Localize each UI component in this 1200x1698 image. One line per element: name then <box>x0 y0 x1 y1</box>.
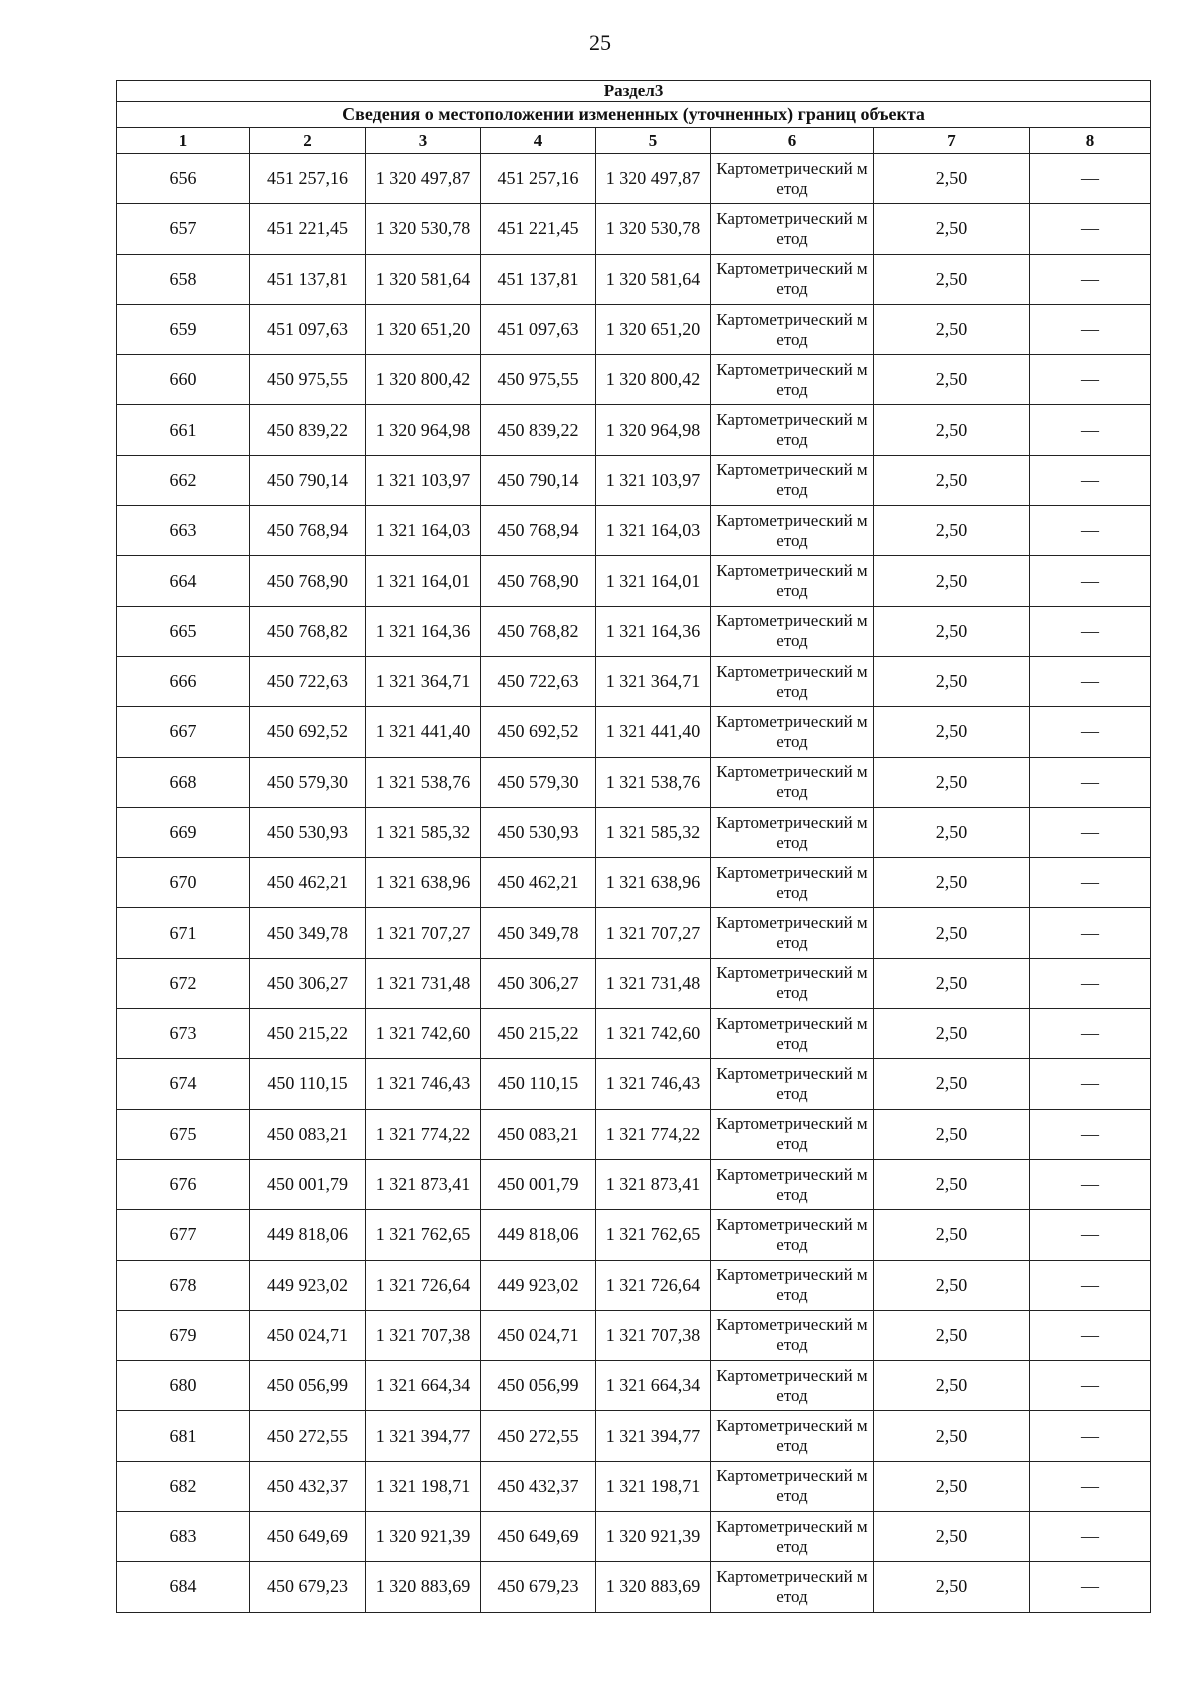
point-number-cell: 678 <box>117 1260 250 1310</box>
note-cell: — <box>1030 405 1151 455</box>
y-refined-cell: 1 320 581,64 <box>596 254 711 304</box>
y-existing-cell: 1 321 103,97 <box>366 455 481 505</box>
method-cell: Картометрический метод <box>711 304 874 354</box>
accuracy-cell: 2,50 <box>874 304 1030 354</box>
x-existing-cell: 450 790,14 <box>250 455 366 505</box>
method-cell: Картометрический метод <box>711 1512 874 1562</box>
x-refined-cell: 450 462,21 <box>481 858 596 908</box>
table-row <box>117 1361 1151 1411</box>
note-cell: — <box>1030 1109 1151 1159</box>
table-row <box>117 858 1151 908</box>
y-refined-cell: 1 321 103,97 <box>596 455 711 505</box>
method-cell: Картометрический метод <box>711 1109 874 1159</box>
y-refined-cell: 1 321 707,27 <box>596 908 711 958</box>
accuracy-cell: 2,50 <box>874 204 1030 254</box>
y-refined-cell: 1 321 731,48 <box>596 958 711 1008</box>
method-cell: Картометрический метод <box>711 1411 874 1461</box>
point-number-cell: 662 <box>117 455 250 505</box>
y-existing-cell: 1 321 164,36 <box>366 606 481 656</box>
accuracy-cell: 2,50 <box>874 1411 1030 1461</box>
y-existing-cell: 1 321 762,65 <box>366 1210 481 1260</box>
column-header: 5 <box>596 128 711 154</box>
x-existing-cell: 450 768,94 <box>250 506 366 556</box>
y-existing-cell: 1 321 638,96 <box>366 858 481 908</box>
accuracy-cell: 2,50 <box>874 405 1030 455</box>
x-existing-cell: 450 679,23 <box>250 1562 366 1612</box>
y-refined-cell: 1 321 538,76 <box>596 757 711 807</box>
note-cell: — <box>1030 1411 1151 1461</box>
y-refined-cell: 1 321 441,40 <box>596 707 711 757</box>
table-row <box>117 1461 1151 1511</box>
coordinates-table <box>116 80 1151 1613</box>
y-refined-cell: 1 320 651,20 <box>596 304 711 354</box>
x-existing-cell: 450 579,30 <box>250 757 366 807</box>
x-existing-cell: 450 083,21 <box>250 1109 366 1159</box>
column-header: 6 <box>711 128 874 154</box>
y-existing-cell: 1 320 883,69 <box>366 1562 481 1612</box>
y-refined-cell: 1 320 883,69 <box>596 1562 711 1612</box>
x-refined-cell: 450 649,69 <box>481 1512 596 1562</box>
point-number-cell: 660 <box>117 355 250 405</box>
x-refined-cell: 450 692,52 <box>481 707 596 757</box>
point-number-cell: 671 <box>117 908 250 958</box>
x-existing-cell: 450 432,37 <box>250 1461 366 1511</box>
x-existing-cell: 450 024,71 <box>250 1310 366 1360</box>
point-number-cell: 667 <box>117 707 250 757</box>
method-cell: Картометрический метод <box>711 1210 874 1260</box>
x-refined-cell: 450 839,22 <box>481 405 596 455</box>
y-refined-cell: 1 321 585,32 <box>596 807 711 857</box>
accuracy-cell: 2,50 <box>874 1260 1030 1310</box>
method-cell: Картометрический метод <box>711 807 874 857</box>
x-existing-cell: 450 768,90 <box>250 556 366 606</box>
column-header: 8 <box>1030 128 1151 154</box>
x-refined-cell: 450 768,94 <box>481 506 596 556</box>
note-cell: — <box>1030 807 1151 857</box>
x-existing-cell: 450 839,22 <box>250 405 366 455</box>
y-existing-cell: 1 320 497,87 <box>366 154 481 204</box>
x-existing-cell: 450 530,93 <box>250 807 366 857</box>
note-cell: — <box>1030 556 1151 606</box>
accuracy-cell: 2,50 <box>874 1210 1030 1260</box>
accuracy-cell: 2,50 <box>874 556 1030 606</box>
y-existing-cell: 1 321 164,03 <box>366 506 481 556</box>
x-refined-cell: 450 056,99 <box>481 1361 596 1411</box>
point-number-cell: 657 <box>117 204 250 254</box>
y-refined-cell: 1 321 742,60 <box>596 1009 711 1059</box>
table-row <box>117 1310 1151 1360</box>
x-refined-cell: 450 110,15 <box>481 1059 596 1109</box>
table-row <box>117 1059 1151 1109</box>
method-cell: Картометрический метод <box>711 1461 874 1511</box>
table-row <box>117 254 1151 304</box>
point-number-cell: 684 <box>117 1562 250 1612</box>
y-existing-cell: 1 321 394,77 <box>366 1411 481 1461</box>
note-cell: — <box>1030 908 1151 958</box>
method-cell: Картометрический метод <box>711 908 874 958</box>
x-refined-cell: 450 768,82 <box>481 606 596 656</box>
x-existing-cell: 451 097,63 <box>250 304 366 354</box>
x-existing-cell: 451 221,45 <box>250 204 366 254</box>
x-refined-cell: 450 001,79 <box>481 1159 596 1209</box>
point-number-cell: 661 <box>117 405 250 455</box>
method-cell: Картометрический метод <box>711 355 874 405</box>
method-cell: Картометрический метод <box>711 1361 874 1411</box>
note-cell: — <box>1030 304 1151 354</box>
method-cell: Картометрический метод <box>711 958 874 1008</box>
note-cell: — <box>1030 1461 1151 1511</box>
y-refined-cell: 1 321 707,38 <box>596 1310 711 1360</box>
x-existing-cell: 450 056,99 <box>250 1361 366 1411</box>
point-number-cell: 682 <box>117 1461 250 1511</box>
x-refined-cell: 451 097,63 <box>481 304 596 354</box>
point-number-cell: 681 <box>117 1411 250 1461</box>
column-number-row <box>117 128 1151 154</box>
section-label: Раздел3 <box>117 81 1151 102</box>
table-row <box>117 1109 1151 1159</box>
accuracy-cell: 2,50 <box>874 154 1030 204</box>
note-cell: — <box>1030 1210 1151 1260</box>
accuracy-cell: 2,50 <box>874 1562 1030 1612</box>
note-cell: — <box>1030 958 1151 1008</box>
table-row <box>117 757 1151 807</box>
x-existing-cell: 451 257,16 <box>250 154 366 204</box>
point-number-cell: 670 <box>117 858 250 908</box>
y-refined-cell: 1 321 746,43 <box>596 1059 711 1109</box>
x-refined-cell: 450 722,63 <box>481 656 596 706</box>
point-number-cell: 674 <box>117 1059 250 1109</box>
point-number-cell: 675 <box>117 1109 250 1159</box>
y-existing-cell: 1 321 873,41 <box>366 1159 481 1209</box>
y-refined-cell: 1 321 164,03 <box>596 506 711 556</box>
note-cell: — <box>1030 254 1151 304</box>
method-cell: Картометрический метод <box>711 1059 874 1109</box>
column-header: 4 <box>481 128 596 154</box>
note-cell: — <box>1030 1159 1151 1209</box>
y-refined-cell: 1 321 638,96 <box>596 858 711 908</box>
x-existing-cell: 450 110,15 <box>250 1059 366 1109</box>
point-number-cell: 669 <box>117 807 250 857</box>
x-refined-cell: 451 257,16 <box>481 154 596 204</box>
accuracy-cell: 2,50 <box>874 254 1030 304</box>
note-cell: — <box>1030 1512 1151 1562</box>
point-number-cell: 658 <box>117 254 250 304</box>
point-number-cell: 664 <box>117 556 250 606</box>
table-row <box>117 304 1151 354</box>
x-existing-cell: 451 137,81 <box>250 254 366 304</box>
method-cell: Картометрический метод <box>711 1159 874 1209</box>
note-cell: — <box>1030 204 1151 254</box>
accuracy-cell: 2,50 <box>874 606 1030 656</box>
accuracy-cell: 2,50 <box>874 1059 1030 1109</box>
method-cell: Картометрический метод <box>711 1562 874 1612</box>
x-refined-cell: 451 221,45 <box>481 204 596 254</box>
table-row <box>117 1512 1151 1562</box>
point-number-cell: 665 <box>117 606 250 656</box>
accuracy-cell: 2,50 <box>874 757 1030 807</box>
accuracy-cell: 2,50 <box>874 1009 1030 1059</box>
table-row <box>117 154 1151 204</box>
column-header: 7 <box>874 128 1030 154</box>
method-cell: Картометрический метод <box>711 455 874 505</box>
method-cell: Картометрический метод <box>711 1310 874 1360</box>
method-cell: Картометрический метод <box>711 254 874 304</box>
note-cell: — <box>1030 656 1151 706</box>
method-cell: Картометрический метод <box>711 1009 874 1059</box>
y-refined-cell: 1 321 762,65 <box>596 1210 711 1260</box>
x-refined-cell: 449 818,06 <box>481 1210 596 1260</box>
y-existing-cell: 1 321 774,22 <box>366 1109 481 1159</box>
x-refined-cell: 450 679,23 <box>481 1562 596 1612</box>
y-existing-cell: 1 321 441,40 <box>366 707 481 757</box>
x-refined-cell: 450 579,30 <box>481 757 596 807</box>
note-cell: — <box>1030 1310 1151 1360</box>
table-row <box>117 707 1151 757</box>
x-existing-cell: 450 649,69 <box>250 1512 366 1562</box>
y-existing-cell: 1 320 964,98 <box>366 405 481 455</box>
accuracy-cell: 2,50 <box>874 1310 1030 1360</box>
note-cell: — <box>1030 506 1151 556</box>
x-existing-cell: 450 692,52 <box>250 707 366 757</box>
y-existing-cell: 1 321 538,76 <box>366 757 481 807</box>
table-row <box>117 1260 1151 1310</box>
point-number-cell: 677 <box>117 1210 250 1260</box>
y-existing-cell: 1 321 664,34 <box>366 1361 481 1411</box>
note-cell: — <box>1030 1361 1151 1411</box>
y-refined-cell: 1 321 198,71 <box>596 1461 711 1511</box>
method-cell: Картометрический метод <box>711 656 874 706</box>
table-row <box>117 807 1151 857</box>
point-number-cell: 680 <box>117 1361 250 1411</box>
x-existing-cell: 449 923,02 <box>250 1260 366 1310</box>
x-existing-cell: 450 001,79 <box>250 1159 366 1209</box>
y-refined-cell: 1 321 873,41 <box>596 1159 711 1209</box>
table-row <box>117 506 1151 556</box>
x-refined-cell: 450 349,78 <box>481 908 596 958</box>
method-cell: Картометрический метод <box>711 606 874 656</box>
accuracy-cell: 2,50 <box>874 1512 1030 1562</box>
method-cell: Картометрический метод <box>711 154 874 204</box>
table-row <box>117 405 1151 455</box>
x-refined-cell: 450 790,14 <box>481 455 596 505</box>
x-refined-cell: 449 923,02 <box>481 1260 596 1310</box>
x-refined-cell: 450 083,21 <box>481 1109 596 1159</box>
method-cell: Картометрический метод <box>711 1260 874 1310</box>
note-cell: — <box>1030 455 1151 505</box>
method-cell: Картометрический метод <box>711 707 874 757</box>
accuracy-cell: 2,50 <box>874 707 1030 757</box>
point-number-cell: 672 <box>117 958 250 1008</box>
y-existing-cell: 1 321 707,38 <box>366 1310 481 1360</box>
x-existing-cell: 450 306,27 <box>250 958 366 1008</box>
accuracy-cell: 2,50 <box>874 656 1030 706</box>
note-cell: — <box>1030 1260 1151 1310</box>
accuracy-cell: 2,50 <box>874 807 1030 857</box>
y-refined-cell: 1 320 921,39 <box>596 1512 711 1562</box>
table-row <box>117 1210 1151 1260</box>
x-refined-cell: 450 215,22 <box>481 1009 596 1059</box>
y-existing-cell: 1 321 726,64 <box>366 1260 481 1310</box>
y-refined-cell: 1 321 726,64 <box>596 1260 711 1310</box>
x-existing-cell: 450 975,55 <box>250 355 366 405</box>
accuracy-cell: 2,50 <box>874 958 1030 1008</box>
accuracy-cell: 2,50 <box>874 1159 1030 1209</box>
table-row <box>117 1159 1151 1209</box>
accuracy-cell: 2,50 <box>874 1109 1030 1159</box>
y-existing-cell: 1 321 707,27 <box>366 908 481 958</box>
table-title: Сведения о местоположении измененных (уточненных) границ объекта <box>117 102 1151 128</box>
point-number-cell: 659 <box>117 304 250 354</box>
y-refined-cell: 1 320 964,98 <box>596 405 711 455</box>
table-row <box>117 455 1151 505</box>
method-cell: Картометрический метод <box>711 405 874 455</box>
method-cell: Картометрический метод <box>711 204 874 254</box>
x-refined-cell: 450 768,90 <box>481 556 596 606</box>
accuracy-cell: 2,50 <box>874 1361 1030 1411</box>
table-row <box>117 908 1151 958</box>
note-cell: — <box>1030 606 1151 656</box>
note-cell: — <box>1030 1059 1151 1109</box>
method-cell: Картометрический метод <box>711 556 874 606</box>
accuracy-cell: 2,50 <box>874 908 1030 958</box>
point-number-cell: 656 <box>117 154 250 204</box>
x-refined-cell: 450 530,93 <box>481 807 596 857</box>
column-header: 1 <box>117 128 250 154</box>
table-row <box>117 958 1151 1008</box>
note-cell: — <box>1030 707 1151 757</box>
table-row <box>117 1009 1151 1059</box>
y-existing-cell: 1 321 364,71 <box>366 656 481 706</box>
point-number-cell: 683 <box>117 1512 250 1562</box>
table-row <box>117 355 1151 405</box>
y-existing-cell: 1 320 800,42 <box>366 355 481 405</box>
y-existing-cell: 1 321 198,71 <box>366 1461 481 1511</box>
note-cell: — <box>1030 355 1151 405</box>
y-refined-cell: 1 320 497,87 <box>596 154 711 204</box>
point-number-cell: 673 <box>117 1009 250 1059</box>
y-refined-cell: 1 321 164,01 <box>596 556 711 606</box>
y-existing-cell: 1 320 581,64 <box>366 254 481 304</box>
method-cell: Картометрический метод <box>711 858 874 908</box>
x-refined-cell: 450 272,55 <box>481 1411 596 1461</box>
note-cell: — <box>1030 154 1151 204</box>
y-existing-cell: 1 320 921,39 <box>366 1512 481 1562</box>
accuracy-cell: 2,50 <box>874 858 1030 908</box>
accuracy-cell: 2,50 <box>874 355 1030 405</box>
y-existing-cell: 1 321 746,43 <box>366 1059 481 1109</box>
y-existing-cell: 1 320 651,20 <box>366 304 481 354</box>
column-header: 3 <box>366 128 481 154</box>
point-number-cell: 668 <box>117 757 250 807</box>
x-existing-cell: 450 768,82 <box>250 606 366 656</box>
table-row <box>117 1411 1151 1461</box>
x-refined-cell: 450 975,55 <box>481 355 596 405</box>
y-existing-cell: 1 321 742,60 <box>366 1009 481 1059</box>
x-refined-cell: 450 306,27 <box>481 958 596 1008</box>
table-row <box>117 606 1151 656</box>
x-existing-cell: 449 818,06 <box>250 1210 366 1260</box>
x-existing-cell: 450 215,22 <box>250 1009 366 1059</box>
y-refined-cell: 1 321 774,22 <box>596 1109 711 1159</box>
table-row <box>117 204 1151 254</box>
note-cell: — <box>1030 858 1151 908</box>
y-refined-cell: 1 321 164,36 <box>596 606 711 656</box>
page-number: 25 <box>589 30 611 55</box>
x-refined-cell: 450 024,71 <box>481 1310 596 1360</box>
x-existing-cell: 450 722,63 <box>250 656 366 706</box>
table-row <box>117 656 1151 706</box>
note-cell: — <box>1030 1009 1151 1059</box>
y-existing-cell: 1 321 585,32 <box>366 807 481 857</box>
y-refined-cell: 1 321 664,34 <box>596 1361 711 1411</box>
x-existing-cell: 450 272,55 <box>250 1411 366 1461</box>
x-refined-cell: 450 432,37 <box>481 1461 596 1511</box>
y-existing-cell: 1 321 731,48 <box>366 958 481 1008</box>
point-number-cell: 679 <box>117 1310 250 1360</box>
point-number-cell: 666 <box>117 656 250 706</box>
accuracy-cell: 2,50 <box>874 1461 1030 1511</box>
column-header: 2 <box>250 128 366 154</box>
y-refined-cell: 1 321 394,77 <box>596 1411 711 1461</box>
x-existing-cell: 450 462,21 <box>250 858 366 908</box>
method-cell: Картометрический метод <box>711 757 874 807</box>
table-row <box>117 1562 1151 1612</box>
accuracy-cell: 2,50 <box>874 506 1030 556</box>
y-refined-cell: 1 320 800,42 <box>596 355 711 405</box>
y-existing-cell: 1 321 164,01 <box>366 556 481 606</box>
y-refined-cell: 1 321 364,71 <box>596 656 711 706</box>
x-refined-cell: 451 137,81 <box>481 254 596 304</box>
note-cell: — <box>1030 1562 1151 1612</box>
point-number-cell: 676 <box>117 1159 250 1209</box>
point-number-cell: 663 <box>117 506 250 556</box>
table-row <box>117 556 1151 606</box>
accuracy-cell: 2,50 <box>874 455 1030 505</box>
y-existing-cell: 1 320 530,78 <box>366 204 481 254</box>
method-cell: Картометрический метод <box>711 506 874 556</box>
y-refined-cell: 1 320 530,78 <box>596 204 711 254</box>
note-cell: — <box>1030 757 1151 807</box>
x-existing-cell: 450 349,78 <box>250 908 366 958</box>
